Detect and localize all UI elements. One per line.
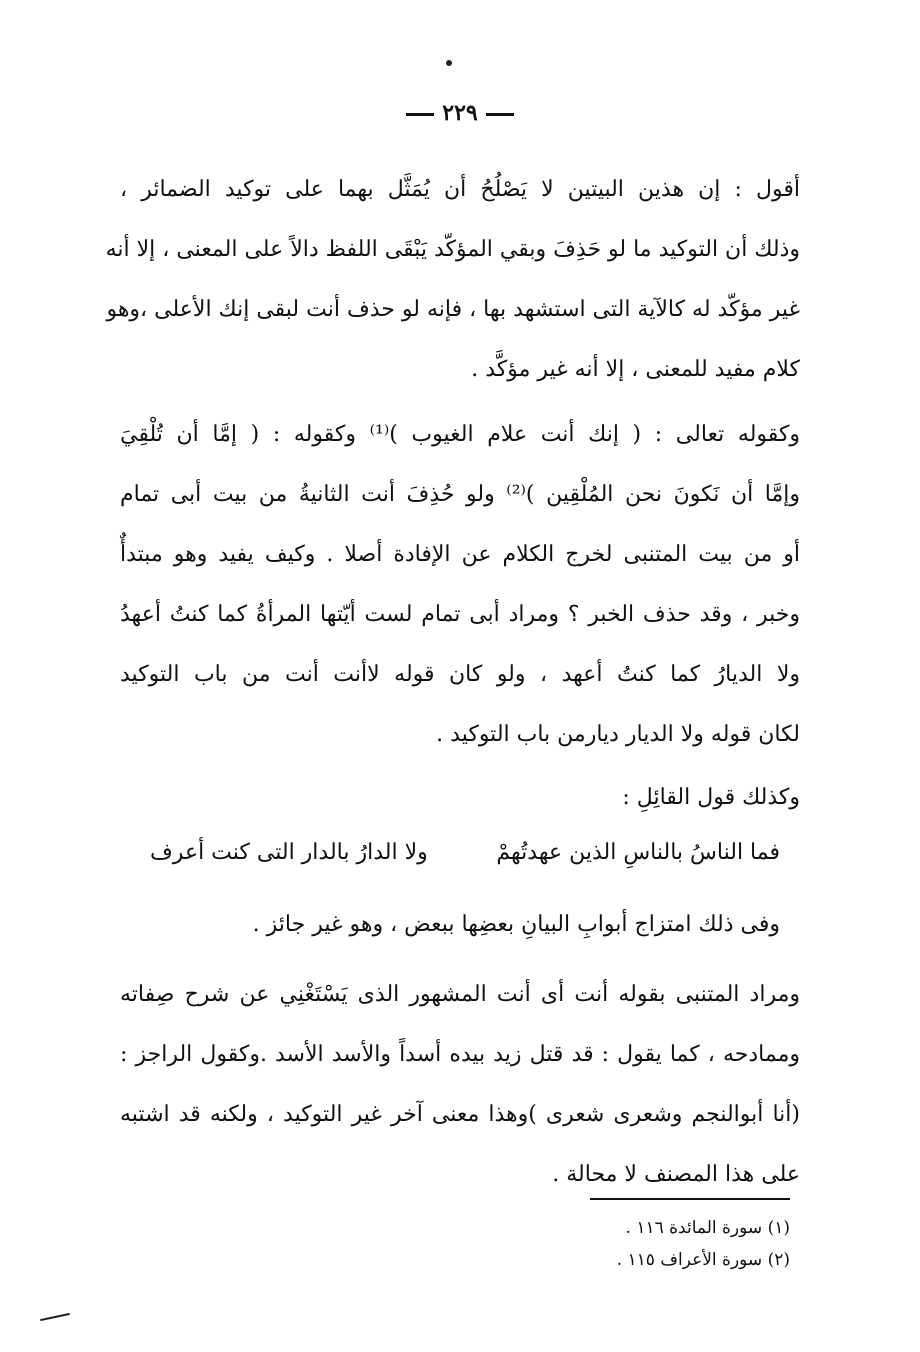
verse-first-hemistich: فما الناسُ بالناسِ الذين عهدتُهمْ (496, 840, 780, 865)
paragraph-4 (120, 965, 800, 1205)
text-line: وخبر ، وقد حذف الخبر ؟ ومراد أبى تمام لست أيّتها المرأةُ كما كنتُ أعهدُ (120, 602, 800, 627)
text-line: على هذا المصنف لا محالة . (552, 1162, 800, 1187)
text-line: أقول : إن هذين البيتين لا يَصْلُحُ أن يُمَثَّل بهما على توكيد الضمائر ، (120, 177, 800, 202)
footnote-1: (١) سورة المائدة ١١٦ . (625, 1218, 790, 1238)
text-line: وممادحه ، كما يقول : قد قتل زيد بيده أسداً والأسد الأسد .وكقول الراجز : (120, 1042, 800, 1067)
text-line: غير مؤكّد له كالآية التى استشهد بها ، فإنه لو حذف أنت لبقى إنك الأعلى ،وهو (106, 297, 800, 322)
paragraph-1 (105, 160, 800, 400)
text-line: أو من بيت المتنبى لخرج الكلام عن الإفادة أصلا . وكيف يفيد وهو مبتدأٌ (120, 542, 800, 567)
margin-pen-mark (40, 1313, 70, 1321)
text-line: ومراد المتنبى بقوله أنت أى أنت المشهور الذى يَسْتَغْنِي عن شرح صِفاته (120, 982, 800, 1007)
verse-intro: وكذلك قول القائِلِ : (622, 785, 800, 810)
footnote-divider (590, 1198, 790, 1200)
text-line: وكقوله تعالى : ( إنك أنت علام الغيوب )⁽¹⁾ وكقوله : ( إمَّا أن تُلْقِيَ (120, 422, 800, 447)
header-dash-left (406, 113, 434, 116)
text-line: وإمَّا أن نَكونَ نحن المُلْقِين )⁽²⁾ ولو حُذِفَ أنت الثانيةُ من بيت أبى تمام (120, 482, 800, 507)
text-line: ولا الديارُ كما كنتُ أعهد ، ولو كان قوله لاأنت أنت من باب التوكيد (120, 662, 800, 687)
header-dash-right (486, 113, 514, 116)
footnote-2: (٢) سورة الأعراف ١١٥ . (616, 1250, 790, 1270)
footnotes (617, 1212, 790, 1276)
verse-second-hemistich: ولا الدارُ بالدار التى كنت أعرف (150, 840, 428, 865)
text-line: كلام مفيد للمعنى ، إلا أنه غير مؤكَّد . (471, 357, 800, 382)
paragraph-3 (120, 768, 800, 828)
poetry-verse (150, 828, 780, 878)
paragraph-2 (120, 405, 800, 765)
page-number: ٢٢٩ (442, 100, 478, 126)
top-dot-mark (446, 60, 452, 66)
page-number-header (0, 100, 920, 126)
text-line: لكان قوله ولا الديار ديارمن باب التوكيد . (436, 722, 800, 747)
text-line: (أنا أبوالنجم وشعرى شعرى )وهذا معنى آخر غير التوكيد ، ولكنه قد اشتبه (120, 1102, 800, 1127)
text-line: وذلك أن التوكيد ما لو حَذِفَ وبقي المؤكّد يَبْقَى اللفظ دالاً على المعنى ، إلا أنه (105, 237, 800, 262)
verse-comment: وفى ذلك امتزاج أبوابِ البيانِ بعضِها ببعض ، وهو غير جائز . (252, 912, 780, 937)
